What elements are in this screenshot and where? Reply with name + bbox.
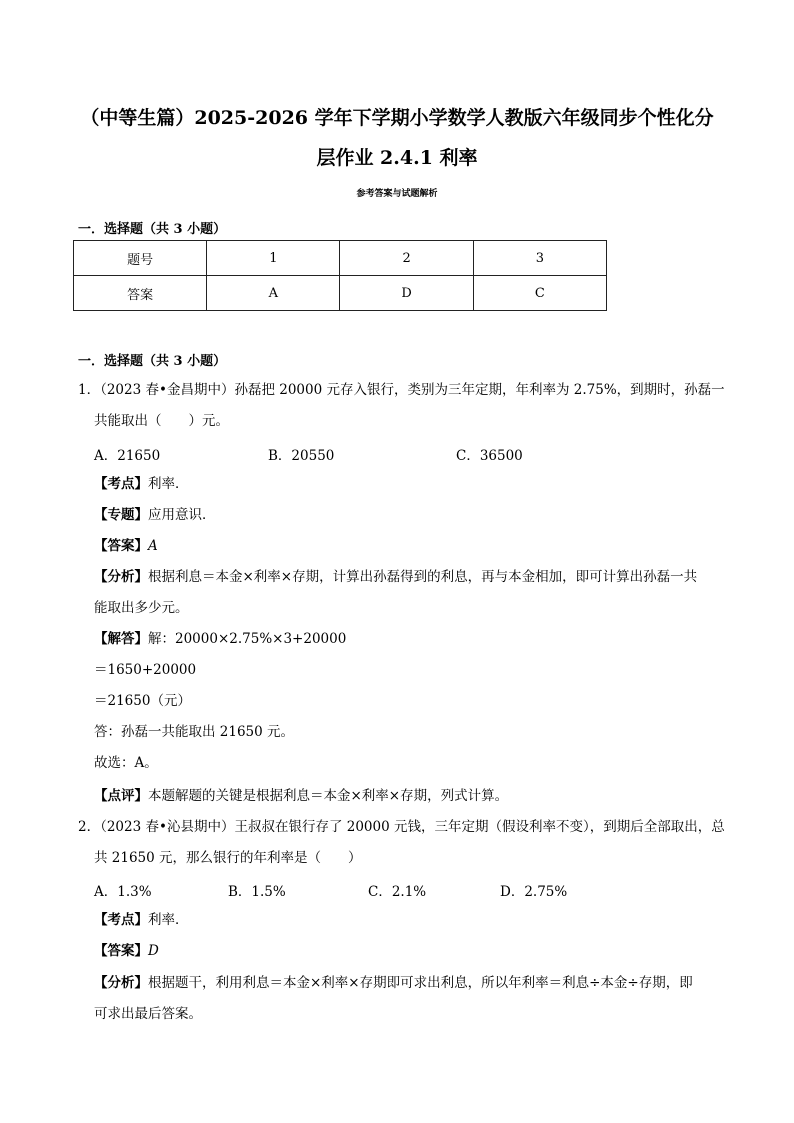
kaodian-text: 利率． [148,912,189,928]
table-cell: 2 [340,241,473,276]
kaodian-tag: 【考点】 [94,912,148,928]
q1-analysis-line-2: 能取出多少元。 [94,600,189,616]
document-title-line-2: 层作业 2.4.1 利率 [316,147,478,169]
analysis-tag: 【分析】 [94,975,148,991]
q1-analysis-line-1 [94,568,697,586]
zhuanti-text: 应用意识． [148,507,216,523]
q2-option-a: A．1.3% [94,884,152,900]
q1-option-c: C．36500 [456,448,523,464]
answer-table [73,240,607,311]
q1-answer [94,537,158,555]
answer-text: A [148,538,158,554]
table-cell: C [473,276,606,311]
answer-tag: 【答案】 [94,943,148,959]
q2-option-d: D．2.75% [500,884,568,900]
table-cell: 3 [473,241,606,276]
table-cell: 题号 [74,241,207,276]
q2-kaodian [94,911,189,929]
answer-table-answer-row [74,276,607,311]
solution-text: 解：20000×2.75%×3+20000 [148,631,347,647]
q1-kaodian [94,475,189,493]
q1-solution-line-3: ＝21650（元） [94,693,191,709]
answer-table-header-row [74,241,607,276]
q1-option-a: A．21650 [94,448,161,464]
kaodian-tag: 【考点】 [94,476,148,492]
q1-solution-line-2: ＝1650+20000 [94,662,197,678]
q1-stem-line-2: 共能取出（ ）元。 [94,413,229,429]
q1-zhuanti [94,506,216,524]
q2-option-c: C．2.1% [368,884,427,900]
q2-analysis-line-2: 可求出最后答案。 [94,1006,202,1022]
table-cell: 答案 [74,276,207,311]
q1-stem-line-1: 1．（2023 春•金昌期中）孙磊把 20000 元存入银行，类别为三年定期，年利率为 2.75%，到期时，孙磊一 [78,382,725,398]
q2-stem-line-1: 2．（2023 春•沁县期中）王叔叔在银行存了 20000 元钱，三年定期（假设利率不变），到期后全部取出，总 [78,819,725,835]
analysis-text: 根据题干，利用利息＝本金×利率×存期即可求出利息，所以年利率＝利息÷本金÷存期，即 [148,975,693,991]
kaodian-text: 利率． [148,476,189,492]
document-subtitle: 参考答案与试题解析 [356,189,438,199]
q2-option-b: B．1.5% [228,884,286,900]
zhuanti-tag: 【专题】 [94,507,148,523]
solution-tag: 【解答】 [94,631,148,647]
comment-tag: 【点评】 [94,788,148,804]
q2-stem-line-2: 共 21650 元，那么银行的年利率是（ ） [94,850,362,866]
analysis-text: 根据利息＝本金×利率×存期，计算出孙磊得到的利息，再与本金相加，即可计算出孙磊一共 [148,569,698,585]
comment-text: 本题解题的关键是根据利息＝本金×利率×存期，列式计算。 [148,788,509,804]
q2-analysis-line-1 [94,974,693,992]
q1-option-b: B．20550 [268,448,335,464]
table-cell: 1 [207,241,340,276]
analysis-tag: 【分析】 [94,569,148,585]
document-title-line-1: （中等生篇）2025-2026 学年下学期小学数学人教版六年级同步个性化分 [80,107,714,129]
q1-comment [94,787,508,805]
answer-tag: 【答案】 [94,538,148,554]
table-cell: D [340,276,473,311]
q1-solution-line-5: 故选：A。 [94,755,158,771]
table-cell: A [207,276,340,311]
q1-solution-line-1 [94,630,346,648]
q2-answer [94,942,159,960]
q1-solution-line-4: 答：孙磊一共能取出 21650 元。 [94,724,295,740]
section-heading-questions: 一．选择题（共 3 小题） [78,354,227,369]
section-heading-answers: 一．选择题（共 3 小题） [78,222,227,237]
answer-text: D [148,943,159,959]
